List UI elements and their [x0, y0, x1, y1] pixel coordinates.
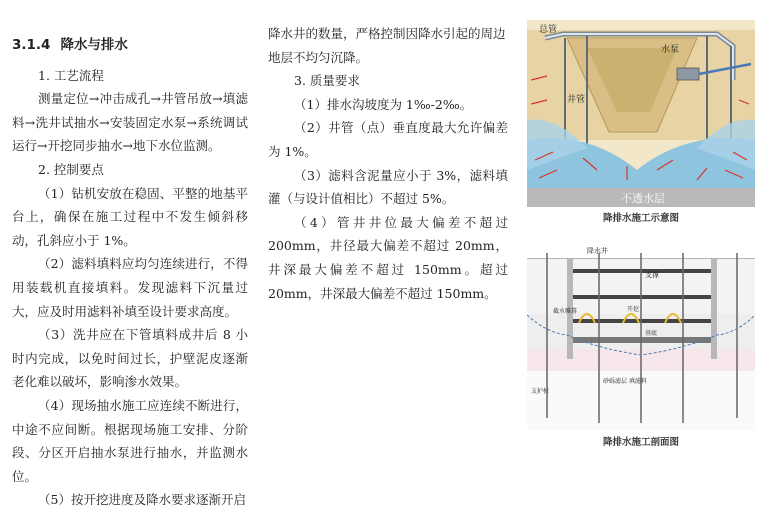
label-pump: 水泵 — [661, 45, 680, 55]
dewatering-schematic-figure — [527, 20, 755, 207]
section-heading — [12, 34, 248, 58]
label-base: 基底 — [645, 330, 658, 337]
excavation-base — [573, 337, 711, 343]
label-well-pipe: 井管 — [567, 95, 586, 105]
pump-icon — [677, 68, 699, 80]
right-text-column — [268, 22, 508, 305]
label-open: 开挖 — [627, 306, 640, 313]
label-guard: 截水帷幕 — [553, 308, 578, 315]
paragraph: （4）管井井位最大偏差不超过 200mm，井径最大偏差不超过 20mm，井深最大偏差不超过 150mm。超过 20mm，井深最大偏差不超过 150mm。 — [268, 214, 508, 301]
paragraph: （1）钻机安放在稳固、平整的地基平台上，确保在施工过程中不发生倾斜移动，孔斜应小于 1%。 — [12, 185, 248, 248]
paragraph: （4）现场抽水施工应连续不断进行，中途不应间断。根据现场施工安排、分阶段、分区开启抽水泵进行抽水，并监测水位。 — [12, 397, 248, 484]
paragraph: （1）排水沟坡度为 1‰-2‰。 — [294, 96, 473, 112]
figure2-caption: 降排水施工剖面图 — [602, 437, 679, 448]
section-title: 降水与排水 — [60, 37, 128, 53]
paragraph: （2）滤料填料应均匀连续进行，不得用装载机直接填料。发现滤料下沉量过大，应及时用滤料补填至设计要求高度。 — [12, 256, 248, 319]
strut-2 — [573, 295, 711, 299]
paragraph: （3）洗井应在下管填料成井后 8 小时内完成，以免时间过长，护壁泥皮逐渐老化难以破坏，影响渗水效果。 — [12, 327, 248, 390]
paragraph: （5）按开挖进度及降水要求逐渐开启 — [38, 492, 246, 508]
left-text-column — [12, 34, 248, 512]
label-dewater-well: 降水井 — [587, 247, 608, 255]
subheading: 3. 质量要求 — [294, 73, 360, 89]
label-main-pipe: 总管 — [539, 25, 558, 35]
paragraph: 降水井的数量，严格控制因降水引起的周边地层不均匀沉降。 — [268, 26, 506, 65]
paragraph: （3）滤料含泥量应小于 3%，滤料填灌（与设计值相比）不超过 5%。 — [268, 167, 508, 207]
label-support: 支撑 — [645, 271, 659, 279]
paragraph: 测量定位→冲击成孔→井管吊放→填滤料→洗井试抽水→安装固定水泵→系统调试运行→开挖同步抽水→地下水位监测。 — [12, 91, 248, 154]
paragraph: （2）井管（点）垂直度最大允许偏差为 1%。 — [268, 120, 508, 159]
left-paragraphs — [12, 64, 248, 512]
label-impermeable: 不透水层 — [621, 192, 665, 205]
subheading: 2. 控制要点 — [38, 161, 104, 177]
label-pile: 支护桩 — [531, 388, 550, 395]
figure1-caption: 降排水施工示意图 — [602, 213, 679, 224]
strut-1 — [573, 269, 711, 273]
right-support-wall — [711, 259, 717, 359]
right-paragraphs — [268, 22, 508, 305]
label-filter: 砂砾滤层 填滤料 — [603, 378, 647, 385]
section-number: 3.1.4 — [12, 37, 51, 53]
dewatering-section-figure — [527, 243, 755, 430]
subheading: 1. 工艺流程 — [38, 67, 104, 83]
